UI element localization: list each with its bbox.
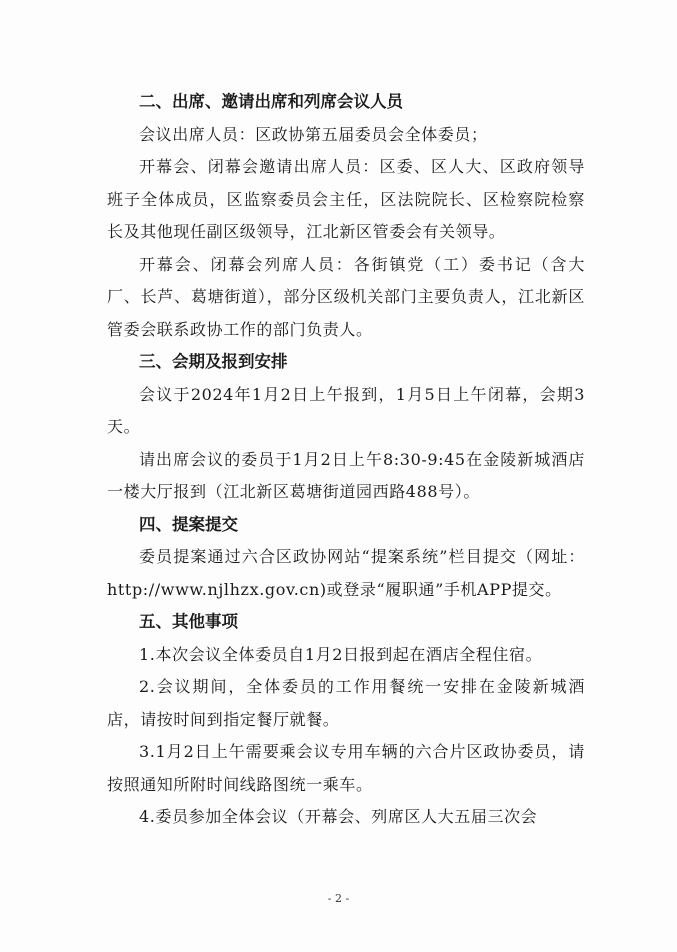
section-schedule <box>107 346 585 509</box>
section-heading: 三、会期及报到安排 <box>139 352 288 371</box>
document-body <box>107 86 585 834</box>
section-heading: 四、提案提交 <box>139 514 238 534</box>
paragraph: 1.本次会议全体委员自1月2日报到起在酒店全程住宿。 <box>139 644 543 664</box>
section-attendees <box>107 86 585 346</box>
paragraph: 请出席会议的委员于1月2日上午8:30-9:45在金陵新城酒店一楼大厅报到（江北新区葛塘街道园西路488号）。 <box>107 449 585 501</box>
section-heading: 五、其他事项 <box>139 612 238 631</box>
section-other-matters <box>107 606 585 834</box>
paragraph: 会议于2024年1月2日上午报到，1月5日上午闭幕，会期3天。 <box>107 384 585 436</box>
paragraph: 会议出席人员：区政协第五届委员会全体委员； <box>139 124 488 144</box>
paragraph: 开幕会、闭幕会邀请出席人员：区委、区人大、区政府领导班子全体成员，区监察委员会主任，区法院院长、区检察院检察长及其他现任副区级领导，江北新区管委会有关领导。 <box>107 157 585 241</box>
paragraph: 2.会议期间，全体委员的工作用餐统一安排在金陵新城酒店，请按时间到指定餐厅就餐。 <box>107 677 585 729</box>
paragraph: 委员提案通过六合区政协网站“提案系统”栏目提交（网址：http://www.njlhzx.gov.cn)或登录“履职通”手机APP提交。 <box>107 547 585 599</box>
section-proposals <box>107 509 585 607</box>
section-heading: 二、出席、邀请出席和列席会议人员 <box>139 92 403 111</box>
paragraph: 开幕会、闭幕会列席人员：各街镇党（工）委书记（含大厂、长芦、葛塘街道），部分区级机关部门主要负责人，江北新区管委会联系政协工作的部门负责人。 <box>107 254 585 339</box>
page-number: - 2 - <box>327 892 350 905</box>
paragraph: 3.1月2日上午需要乘会议专用车辆的六合片区政协委员，请按照通知所附时间线路图统一乘车。 <box>107 742 585 794</box>
paragraph: 4.委员参加全体会议（开幕会、列席区人大五届三次会 <box>139 807 538 826</box>
